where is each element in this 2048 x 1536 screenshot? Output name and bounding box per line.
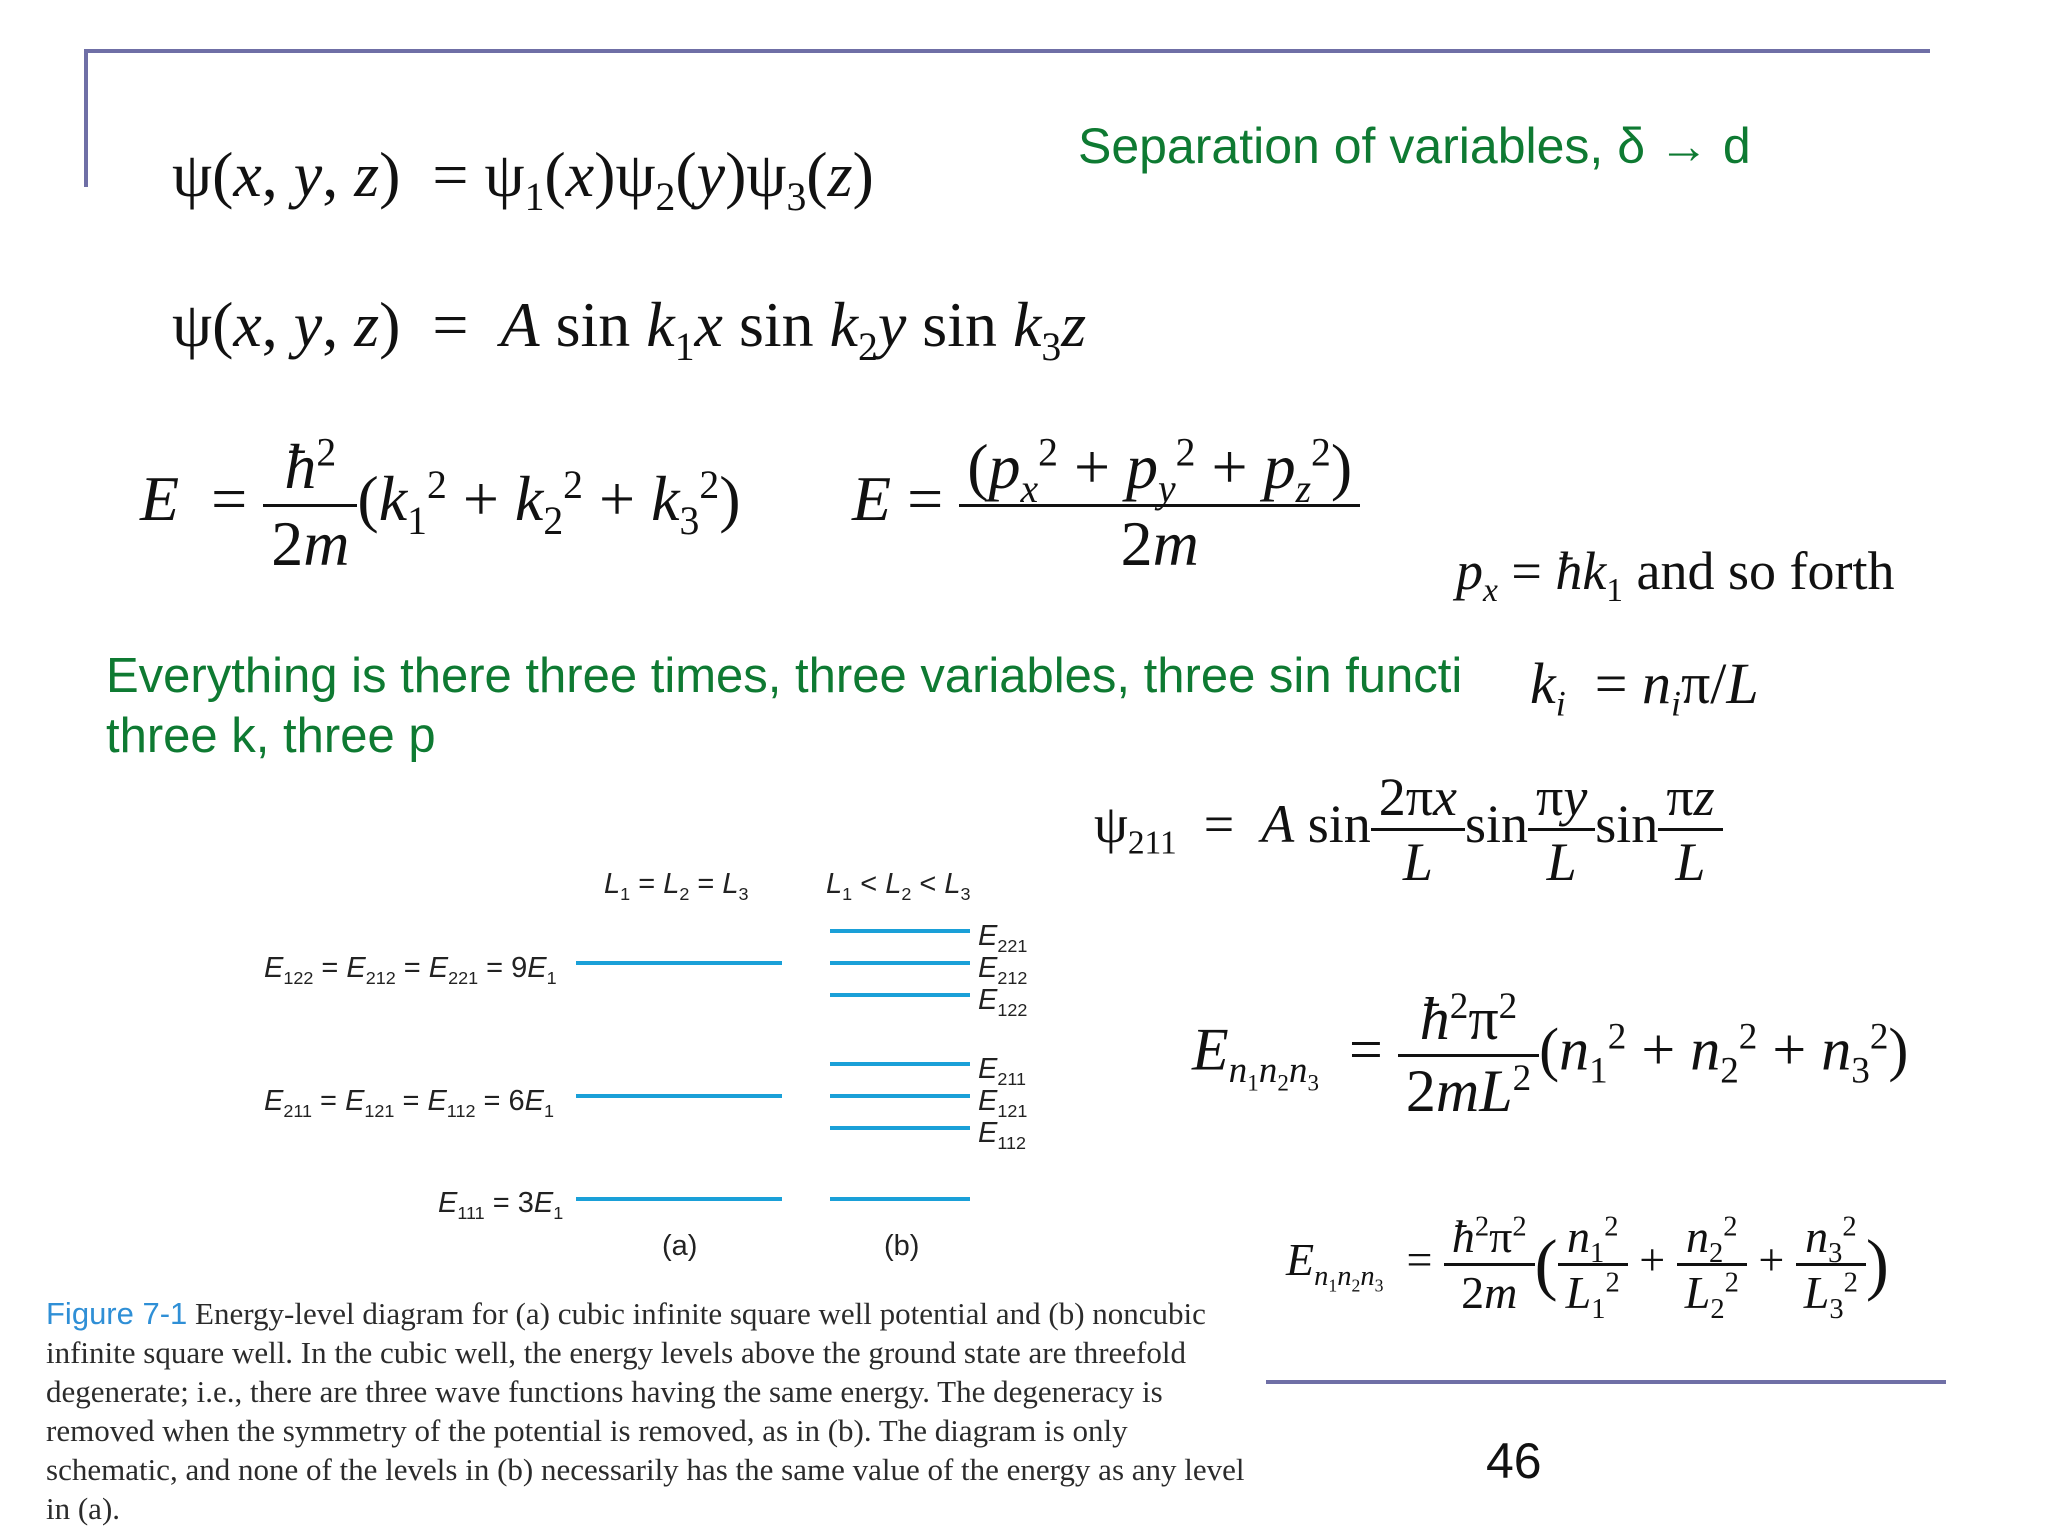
equation-energy-p: E = $\frac{(p_x^2 + p_y^2 + p_z^2)}{2m}$ [852, 430, 1360, 581]
equation-psi-product: ψ(x, y, $z) = \psi_1(x)\psi_2(y)\psi_3(z)$ [172, 139, 874, 219]
column-a-header: $L_1 = L_2 = L_3$ [604, 868, 749, 904]
slide-frame-left [84, 49, 88, 187]
split-label-E212: $E_{212}$ [978, 952, 1028, 988]
equation-energy-noncubic: $E_{n_1n_2n_3}$ = $\frac{ħ^2\pi^2}{2m}$ ( $\frac{n_1^2}{L_1^2}$ + $\frac{n_2^2}{L_2^2}$ + $\frac{n_3^2}{L_3^2}$ ) [1286, 1211, 1889, 1326]
level-line-b-111 [830, 1197, 970, 1201]
column-b-header: $L_1 < L_2 < L_3$ [826, 868, 971, 904]
page-number: 46 [1486, 1433, 1542, 1489]
slide-frame-top [84, 49, 1930, 53]
diagram-label-a: (a) [662, 1230, 698, 1262]
level-label-3E1: $E_{111} = 3E_1$ [438, 1187, 564, 1223]
level-line-a-3E1 [576, 1197, 782, 1201]
equation-wavenumber: $k_i = n_i\pi/L$ [1530, 651, 1759, 724]
split-label-E122: $E_{122}$ [978, 984, 1028, 1020]
body-text-line-2: three k, three p [106, 709, 436, 763]
level-line-b-112 [830, 1126, 970, 1130]
level-label-6E1: $E_{211} = E_{121} = E_{112} = 6E_1$ [264, 1085, 554, 1121]
split-label-E121: $E_{121}$ [978, 1085, 1028, 1121]
level-line-a-9E1 [576, 961, 782, 965]
split-label-E112: $E_{112}$ [978, 1117, 1026, 1153]
level-line-a-6E1 [576, 1094, 782, 1098]
equation-psi-sin: ψ(x, y, z) = A $\sin k_1x$ $\sin k_2y$ $\sin k_3z$ [172, 289, 1087, 369]
equation-psi-211: $\psi_{211} = A$ sin $\frac{2\pi x}{L}$ sin $\frac{\pi y}{L}$ sin $\frac{\pi z}{L}$ [1094, 766, 1723, 893]
level-line-b-121 [830, 1094, 970, 1098]
figure-label: Figure 7-1 [46, 1296, 188, 1331]
equation-momentum: $p_x$ = $ħk_1$ and so forth [1456, 541, 1895, 609]
level-line-b-221 [830, 929, 970, 933]
level-line-b-212 [830, 961, 970, 965]
level-line-b-122 [830, 993, 970, 997]
equation-energy-k: E = $\frac{ħ^2}{2m}$ $(k_1^2 + k_2^2 + k_3^2)$ [140, 430, 741, 579]
body-text-line-1: Everything is there three times, three variables, three sin functi [106, 649, 1463, 703]
split-label-E221: $E_{221}$ [978, 920, 1028, 956]
figure-caption-text: Energy-level diagram for (a) cubic infinite square well potential and (b) noncubic infinite square well. In the cubic well, the energy levels above the ground state are threefold degenerate; i.e., there are three wave functions having the same energy. The degeneracy is removed when the symmetry of the potential is removed, as in (b). The diagram is only schematic, and none of the levels in (b) necessarily has the same value of the energy as any level in (a). [46, 1296, 1245, 1526]
equation-energy-cubic: $E_{n_1n_2n_3}$ = $\frac{ħ^2\pi^2}{2mL^2}$ $(n_1^2 + n_2^2 + n_3^2)$ [1192, 986, 1909, 1124]
figure-caption [46, 1294, 1264, 1528]
slide-frame-bottom [1266, 1380, 1946, 1384]
level-label-9E1: $E_{122} = E_{212} = E_{221} = 9E_1$ [264, 952, 557, 988]
diagram-label-b: (b) [884, 1230, 920, 1262]
split-label-E211: $E_{211}$ [978, 1053, 1026, 1089]
separation-note: Separation of variables, δ → d [1078, 118, 1751, 174]
level-line-b-211 [830, 1062, 970, 1066]
